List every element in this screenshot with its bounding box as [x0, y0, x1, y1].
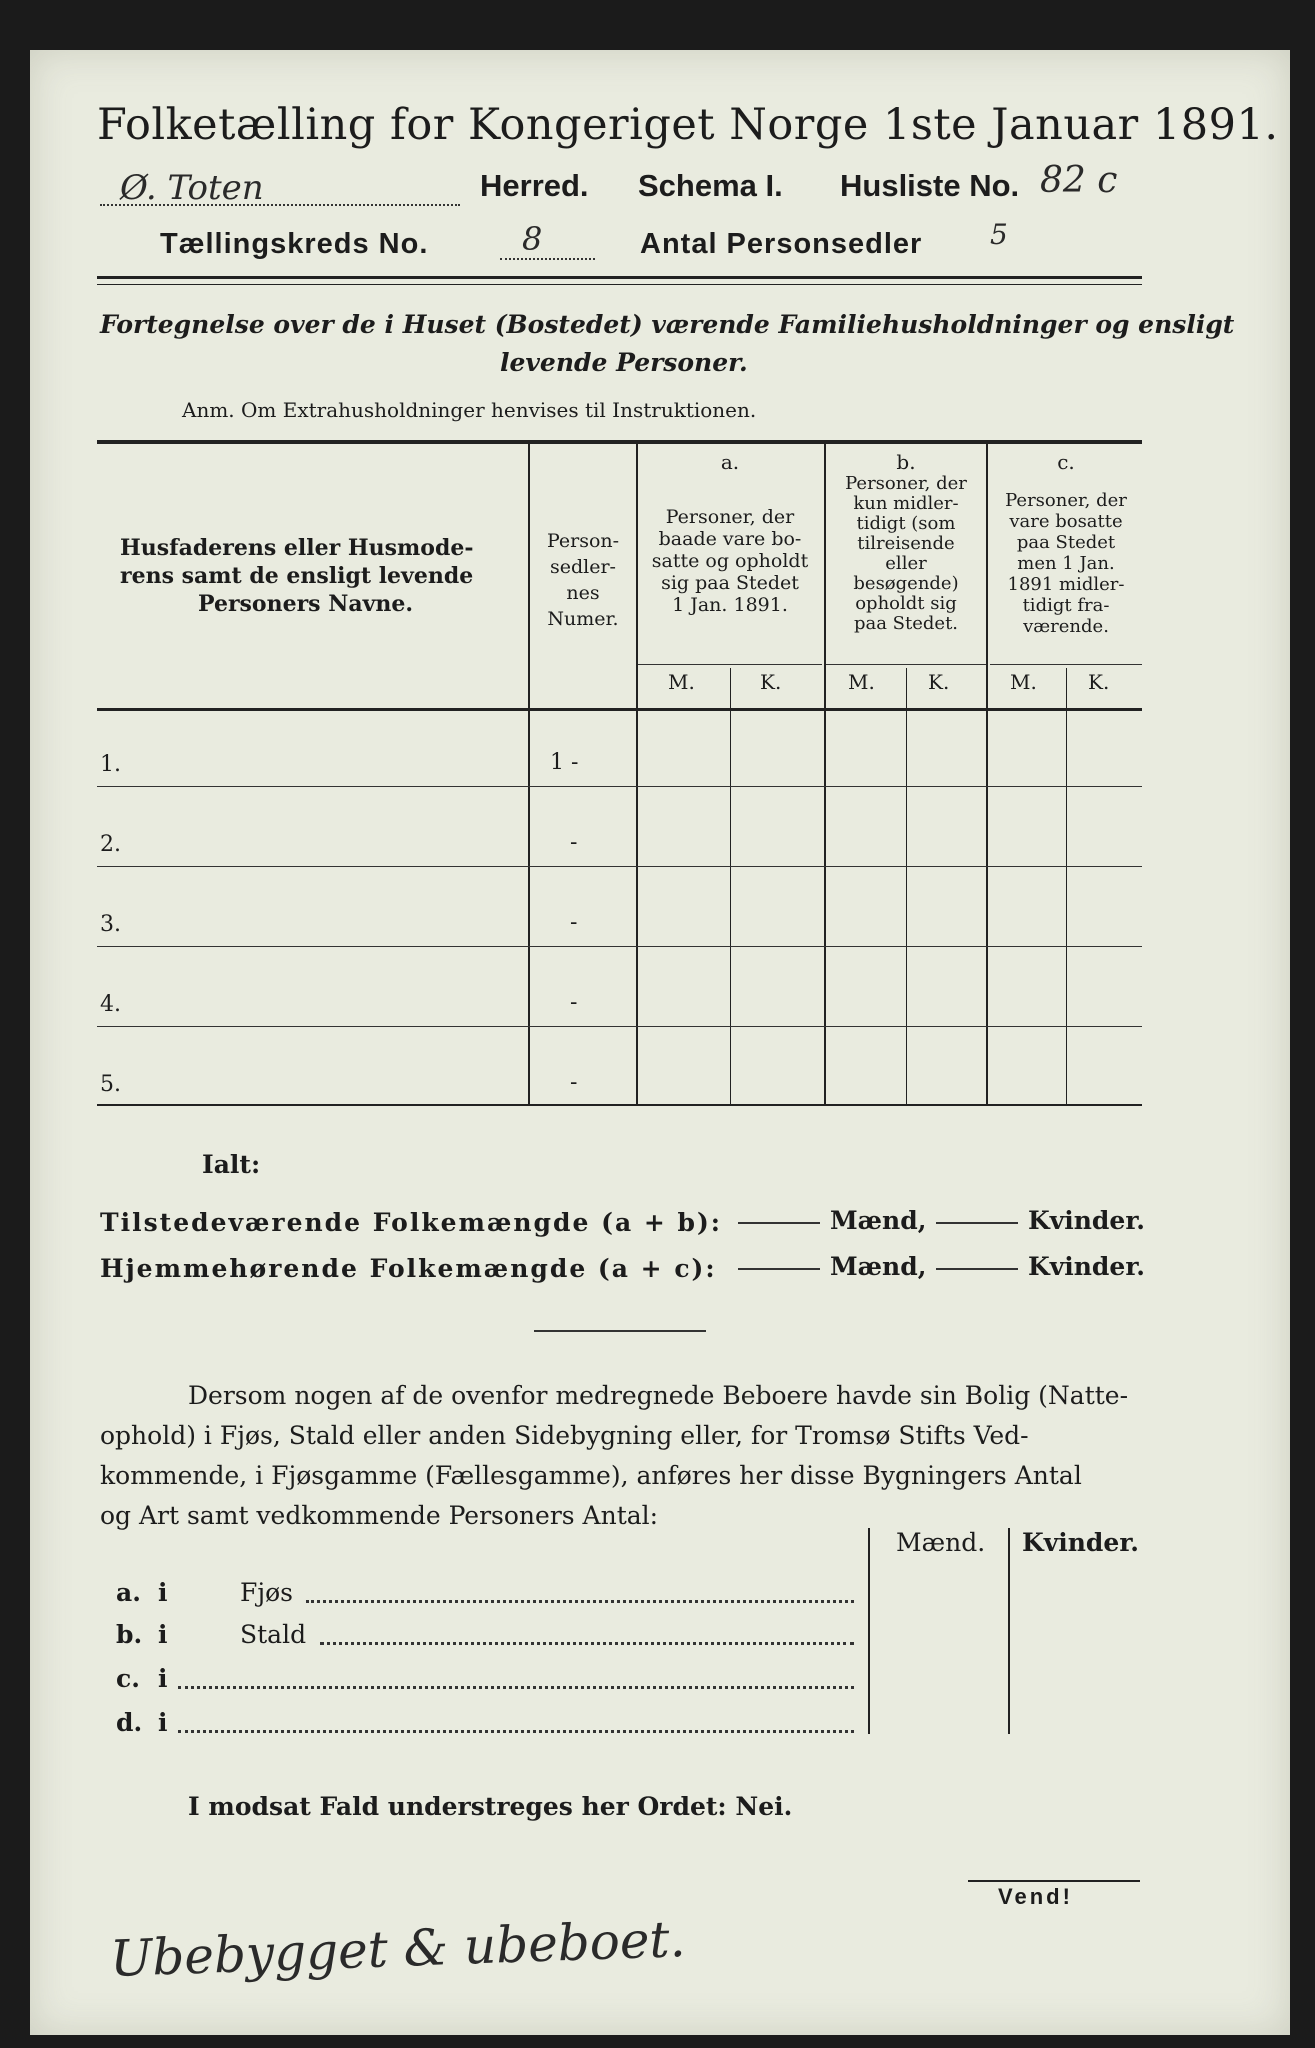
bolig-item-i: i — [158, 1578, 168, 1607]
vline-c-mk — [1066, 668, 1067, 1104]
col-b-k: K. — [928, 670, 950, 694]
col-b-line-3: tidigt (som — [856, 513, 956, 534]
intro-line-2: levende Personer. — [500, 348, 748, 377]
col-num-line-1: Person- — [546, 530, 620, 552]
vline-names — [528, 444, 530, 1104]
table-row-num: 1 - — [550, 750, 579, 775]
bolig-maend-header: Mænd. — [896, 1528, 986, 1557]
table-row-num: - — [570, 830, 578, 855]
anm-note: Anm. Om Extrahusholdninger henvises til Instruktionen. — [182, 398, 757, 422]
col-a-letter: a. — [720, 450, 740, 474]
vend-rule — [968, 1880, 1140, 1882]
bolig-dots-b — [320, 1642, 854, 1645]
col-b-line-5: eller — [885, 553, 927, 574]
table-row-label: 5. — [100, 1072, 121, 1097]
col-num-line-3: nes — [566, 582, 600, 604]
col-b-line-2: kun midler- — [853, 493, 959, 514]
table-bottom-rule — [97, 1104, 1142, 1106]
kreds-label: Tællingskreds No. — [160, 228, 429, 260]
col-num-line-4: Numer. — [547, 608, 619, 630]
col-names-header — [120, 534, 473, 618]
col-b-letter: b. — [896, 450, 916, 474]
col-a-header — [636, 506, 824, 616]
kreds-dotted-line — [500, 258, 595, 260]
bolig-item-letter: a. — [116, 1578, 141, 1607]
col-c-line-7: værende. — [1023, 616, 1109, 637]
hjemme-maend-blank — [738, 1268, 820, 1270]
col-b-m: M. — [848, 670, 875, 694]
tilstede-kvinder: Kvinder. — [1028, 1206, 1145, 1235]
vend-label: Vend! — [998, 1884, 1073, 1909]
row-rule-1 — [97, 786, 1142, 787]
bolig-item-letter: d. — [116, 1708, 143, 1737]
table-row-num: - — [570, 1070, 578, 1095]
col-names-line-3: Personers Navne. — [198, 591, 414, 617]
table-row-num: - — [570, 990, 578, 1015]
col-b-header — [824, 474, 988, 634]
col-c-line-6: tidigt fra- — [1022, 595, 1110, 616]
header-rule — [97, 276, 1142, 279]
row-rule-3 — [97, 946, 1142, 947]
vline-num — [636, 444, 638, 1104]
col-c-m: M. — [1010, 670, 1037, 694]
row-rule-2 — [97, 866, 1142, 867]
table-row-label: 3. — [100, 912, 121, 937]
hjemme-kvinder: Kvinder. — [1028, 1252, 1145, 1281]
col-a-subrule — [638, 664, 822, 665]
bolig-item-i: i — [158, 1620, 168, 1649]
tilstede-maend-blank — [738, 1222, 820, 1224]
table-row-label: 1. — [100, 752, 121, 777]
husliste-label: Husliste No. — [840, 168, 1020, 203]
herred-dotted-line — [100, 204, 460, 206]
ialt-label: Ialt: — [202, 1150, 261, 1179]
col-c-subrule — [990, 664, 1142, 665]
bolig-line-4: og Art samt vedkommende Personers Antal: — [100, 1501, 659, 1530]
bolig-kvinder-header: Kvinder. — [1022, 1528, 1139, 1557]
col-c-line-2: vare bosatte — [1009, 511, 1123, 532]
col-c-header — [986, 490, 1146, 637]
personsedler-label: Antal Personsedler — [640, 228, 923, 260]
bolig-item-name: Stald — [240, 1620, 307, 1649]
bolig-line-2: ophold) i Fjøs, Stald eller anden Sidebygning eller, for Tromsø Stifts Ved- — [100, 1421, 1029, 1450]
vline-b-mk — [906, 668, 907, 1104]
bolig-dots-a — [306, 1600, 854, 1603]
handwritten-note: Ubebygget & ubeboet. — [109, 1909, 687, 1989]
section-divider — [534, 1330, 706, 1332]
col-names-line-1: Husfaderens eller Husmode- — [120, 535, 474, 561]
col-num-header — [530, 528, 636, 632]
personsedler-value: 5 — [990, 218, 1008, 251]
schema-label: Schema I. — [638, 168, 783, 203]
tilstede-label: Tilstedeværende Folkemængde (a + b): — [100, 1208, 723, 1237]
hjemme-label: Hjemmehørende Folkemængde (a + c): — [100, 1254, 717, 1283]
bolig-line-1: Dersom nogen af de ovenfor medregnede Beboere havde sin Bolig (Natte- — [188, 1381, 1129, 1410]
col-a-m: M. — [668, 670, 695, 694]
herred-label: Herred. — [480, 168, 589, 203]
col-b-line-4: tilreisende — [857, 533, 955, 554]
kreds-value: 8 — [522, 220, 543, 258]
bolig-dots-d — [178, 1730, 854, 1733]
bolig-item-i: i — [158, 1708, 168, 1737]
vline-a — [824, 444, 826, 1104]
bolig-line-3: kommende, i Fjøsgamme (Fællesgamme), anføres her disse Bygningers Antal — [100, 1461, 1082, 1490]
hjemme-maend: Mænd, — [830, 1252, 927, 1281]
vline-b — [986, 444, 988, 1104]
tilstede-kvinder-blank — [936, 1222, 1018, 1224]
header-rule-thin — [97, 284, 1142, 285]
tilstede-maend: Mænd, — [830, 1206, 927, 1235]
col-c-k: K. — [1088, 670, 1110, 694]
bolig-paragraph — [100, 1376, 1128, 1536]
row-rule-4 — [97, 1026, 1142, 1027]
col-a-line-1: Personer, der — [665, 506, 795, 528]
col-b-line-6: besøgende) — [853, 573, 959, 594]
nei-instruction: I modsat Fald understreges her Ordet: Nei. — [188, 1792, 793, 1821]
col-a-line-5: 1 Jan. 1891. — [672, 594, 788, 616]
vline-a-mk — [730, 668, 731, 1104]
col-num-line-2: sedler- — [550, 556, 616, 578]
intro-line-1: Fortegnelse over de i Huset (Bostedet) værende Familiehusholdninger og ensligt — [100, 310, 1235, 339]
bolig-vline-2 — [1008, 1528, 1010, 1734]
col-a-line-3: satte og opholdt — [651, 550, 809, 572]
bolig-item-letter: b. — [116, 1620, 143, 1649]
hjemme-kvinder-blank — [936, 1268, 1018, 1270]
col-a-line-4: sig paa Stedet — [661, 572, 799, 594]
bolig-item-letter: c. — [116, 1664, 140, 1693]
col-c-letter: c. — [1057, 450, 1075, 474]
herred-value: Ø. Toten — [120, 168, 264, 208]
table-row-label: 2. — [100, 832, 121, 857]
table-row-num: - — [570, 910, 578, 935]
col-b-line-1: Personer, der — [845, 473, 967, 494]
table-row-label: 4. — [100, 992, 121, 1017]
bolig-vline-1 — [868, 1528, 870, 1734]
col-c-line-4: men 1 Jan. — [1017, 553, 1115, 574]
col-b-line-7: opholdt sig — [855, 593, 957, 614]
col-c-line-5: 1891 midler- — [1007, 574, 1125, 595]
col-c-line-3: paa Stedet — [1016, 532, 1116, 553]
col-a-k: K. — [760, 670, 782, 694]
col-a-line-2: baade vare bo- — [658, 528, 802, 550]
col-b-subrule — [826, 664, 986, 665]
col-names-line-2: rens samt de ensligt levende — [120, 563, 474, 589]
bolig-item-i: i — [158, 1664, 168, 1693]
col-c-line-1: Personer, der — [1005, 490, 1127, 511]
husliste-value: 82 c — [1040, 160, 1118, 201]
form-title: Folketælling for Kongeriget Norge 1ste Januar 1891. — [97, 100, 1279, 150]
bolig-item-name: Fjøs — [240, 1578, 293, 1607]
col-b-line-8: paa Stedet. — [853, 613, 959, 634]
bolig-dots-c — [178, 1686, 854, 1689]
